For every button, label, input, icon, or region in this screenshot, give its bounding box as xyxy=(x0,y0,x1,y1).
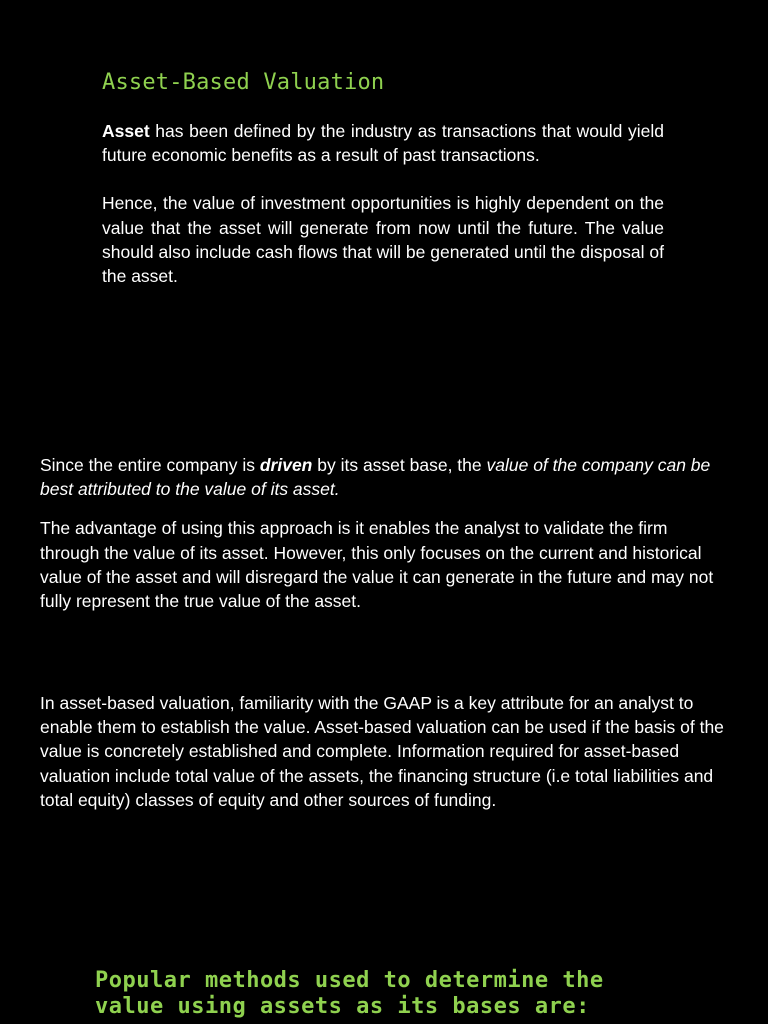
company-value-text-2: by its asset base, the xyxy=(312,455,487,475)
asset-definition-paragraph xyxy=(102,119,664,167)
company-value-paragraph xyxy=(40,453,728,501)
advantage-paragraph: The advantage of using this approach is it enables the analyst to validate the firm through the value of its asset. However, this only focuses on the current and historical value of the asset and will disregard the value it can generate in the future and may not fully represent the true value of the asset. xyxy=(40,518,714,612)
investment-value-paragraph: Hence, the value of investment opportunities is highly dependent on the value that the asset will generate from now until the future. The value should also include cash flows that will be generated until the disposal of the asset. xyxy=(102,193,664,287)
slide-section-lower xyxy=(40,691,740,812)
slide-section-top xyxy=(102,68,664,288)
slide-section-middle xyxy=(40,453,728,613)
gaap-paragraph: In asset-based valuation, familiarity with the GAAP is a key attribute for an analyst to enable them to establish the value. Asset-based valuation can be used if the basis of the value is concretely established and complete. Information required for asset-based valuation include total value of the assets, the financing structure (i.e total liabilities and total equity) classes of equity and other sources of funding. xyxy=(40,693,724,810)
methods-heading-line-2: value using assets as its bases are: xyxy=(95,994,590,1019)
methods-heading xyxy=(95,968,604,1020)
asset-definition-text: has been defined by the industry as transactions that would yield future economic benefits as a result of past transactions. xyxy=(102,121,664,166)
company-value-text-1: Since the entire company is xyxy=(40,455,260,475)
asset-term: Asset xyxy=(102,121,150,141)
page-title: Asset-Based Valuation xyxy=(102,70,385,95)
company-value-italic: value of the company can be best attributed to the value of its asset. xyxy=(40,455,711,500)
methods-heading-line-1: Popular methods used to determine the xyxy=(95,968,604,993)
driven-emphasis: driven xyxy=(259,455,313,475)
